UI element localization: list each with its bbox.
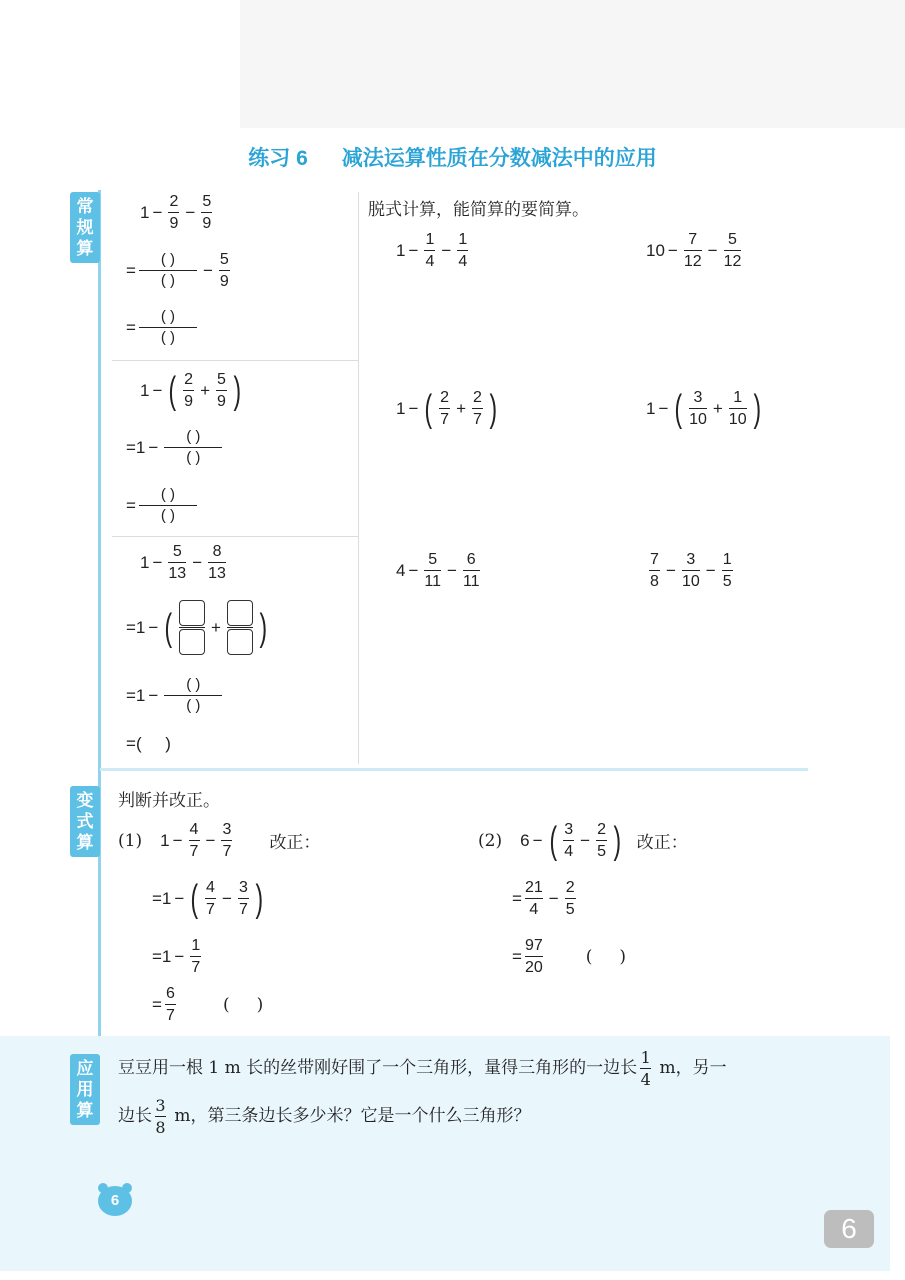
- right-paren: ): [233, 369, 242, 412]
- tab-char: 用: [76, 1080, 94, 1099]
- top-shade: [240, 0, 905, 128]
- minus: −: [205, 830, 216, 850]
- fraction-bar: [724, 250, 742, 251]
- q2-fix-label: 改正：: [636, 833, 688, 854]
- fraction-bar: [183, 390, 194, 391]
- tab-char: 算: [76, 833, 94, 852]
- right-paren: ): [753, 387, 761, 430]
- q1-step2: [152, 936, 204, 977]
- cell2-line3: [126, 486, 200, 525]
- tab-char: 算: [76, 239, 94, 258]
- fraction: [457, 230, 468, 271]
- denominator: 9: [184, 393, 194, 411]
- fraction-bar: [689, 408, 707, 409]
- equals-one: =1: [152, 888, 172, 908]
- fraction-bar: [472, 408, 483, 409]
- minus: −: [408, 398, 419, 418]
- minus: −: [408, 240, 419, 260]
- numerator: 3: [564, 821, 574, 838]
- tab-char: 式: [76, 812, 94, 831]
- blank-numerator: ( ): [160, 251, 176, 268]
- tab-char: 算: [76, 1101, 94, 1120]
- denominator: 4: [529, 901, 539, 919]
- numerator: 1: [425, 231, 435, 248]
- page-number-badge: 6: [824, 1210, 874, 1248]
- numerator: 2: [597, 821, 607, 838]
- fraction: [565, 878, 576, 919]
- denominator: 4: [458, 253, 468, 271]
- cell2-line1: [140, 370, 245, 411]
- number: 4: [396, 560, 406, 580]
- fraction: [155, 1096, 166, 1137]
- problem-text: 边长: [118, 1106, 152, 1126]
- denominator: 12: [723, 253, 742, 271]
- numerator: 4: [206, 879, 215, 896]
- minus: −: [548, 888, 559, 908]
- fraction-bar: [155, 1116, 166, 1117]
- problem-5: [396, 550, 483, 591]
- fraction-bar: [682, 570, 700, 571]
- fraction-bar: [179, 627, 205, 628]
- equals: =: [126, 495, 136, 515]
- fraction: [439, 388, 450, 429]
- fraction-bar: [208, 562, 226, 563]
- fraction-bar: [596, 840, 607, 841]
- problem-text: m，另一: [654, 1058, 727, 1078]
- calc-instruction: 脱式计算，能简算的要简算。: [368, 200, 589, 219]
- numerator: 5: [172, 543, 182, 560]
- fraction: [189, 820, 200, 861]
- denominator: 9: [219, 273, 229, 291]
- fraction: [183, 370, 194, 411]
- exercise-topic: 减法运算性质在分数减法中的应用: [341, 147, 657, 170]
- fraction: [722, 550, 733, 591]
- numerator: 2: [473, 389, 482, 406]
- denominator: 7: [440, 411, 450, 429]
- fraction-bar: [201, 212, 212, 213]
- minus: −: [666, 560, 676, 580]
- cell1-line2: [126, 250, 233, 291]
- denominator: 9: [169, 215, 179, 233]
- tab-char: 应: [76, 1059, 94, 1078]
- section-spine: [98, 190, 101, 1180]
- fraction-bar: [563, 840, 574, 841]
- blank-denominator: ( ): [186, 697, 201, 715]
- numerator: 3: [155, 1095, 166, 1115]
- denominator: 9: [217, 393, 226, 411]
- minus: −: [148, 437, 159, 457]
- fraction-bar: [722, 570, 733, 571]
- q1-problem: [118, 820, 320, 861]
- number: 1: [396, 398, 406, 418]
- blank-numerator: ( ): [186, 676, 201, 693]
- right-paren: ): [255, 877, 264, 920]
- fraction-bar: [139, 505, 197, 506]
- left-paren: (: [164, 606, 173, 649]
- judge-instruction: 判断并改正。: [118, 791, 220, 810]
- cell3-line2: [126, 600, 271, 655]
- fraction: [689, 388, 707, 429]
- tab-apply: [70, 1054, 100, 1125]
- q1-fix-label: 改正：: [269, 833, 321, 854]
- right-paren: ): [613, 819, 622, 862]
- equals: =: [512, 888, 522, 908]
- fraction: [649, 550, 660, 591]
- numerator: 1: [191, 937, 201, 954]
- denominator: 7: [189, 843, 199, 861]
- numerator: 3: [693, 389, 703, 406]
- fraction-bar: [139, 327, 197, 328]
- left-paren: (: [190, 877, 199, 920]
- q2-judge-blank[interactable]: ( ): [585, 946, 627, 967]
- denominator: 5: [722, 573, 732, 591]
- q1-label: (1): [118, 830, 143, 851]
- fraction-bar: [684, 250, 702, 251]
- numerator: 97: [524, 937, 543, 954]
- numerator: 3: [222, 821, 232, 838]
- number: 1: [160, 830, 170, 850]
- fraction-bar: [649, 570, 660, 571]
- equals-one: =1: [126, 437, 146, 457]
- plus: +: [210, 617, 221, 637]
- plus: +: [200, 380, 210, 400]
- fraction-bar: [439, 408, 450, 409]
- cell3-line3: [126, 676, 225, 715]
- tab-regular: [70, 192, 100, 263]
- left-paren: (: [424, 387, 433, 430]
- blank-fraction[interactable]: [164, 428, 222, 467]
- fraction-bar: [164, 447, 222, 448]
- denominator: 10: [681, 573, 700, 591]
- box-fraction[interactable]: [179, 600, 205, 655]
- denominator: 10: [728, 411, 747, 429]
- numerator: 6: [165, 985, 175, 1002]
- word-problem-line2: [118, 1092, 818, 1140]
- fraction-bar: [168, 212, 179, 213]
- denominator: 7: [238, 901, 248, 919]
- q2-problem: [478, 820, 688, 861]
- column-divider: [358, 192, 359, 764]
- fraction: [168, 192, 179, 233]
- blank-denominator: ( ): [186, 449, 201, 467]
- fraction: [684, 230, 702, 271]
- fraction: [201, 192, 212, 233]
- problem-text: 豆豆用一根 1 m 长的丝带刚好围了一个三角形，量得三角形的一边长: [118, 1058, 638, 1078]
- denominator-box[interactable]: [227, 629, 253, 655]
- denominator: 7: [206, 901, 215, 919]
- minus: −: [152, 552, 163, 572]
- equals-one: =1: [126, 685, 146, 705]
- numerator: 8: [212, 543, 222, 560]
- numerator: 1: [733, 389, 743, 406]
- fraction-bar: [190, 956, 201, 957]
- fraction: [729, 388, 747, 429]
- right-paren: ): [489, 387, 498, 430]
- blank-denominator: ( ): [160, 507, 176, 525]
- fraction: [221, 820, 232, 861]
- numerator-box[interactable]: [227, 600, 253, 626]
- fraction: [238, 878, 249, 919]
- fraction-bar: [424, 250, 435, 251]
- fraction: [596, 820, 607, 861]
- fraction: [463, 550, 480, 591]
- minus: −: [441, 240, 452, 260]
- denominator: 12: [683, 253, 702, 271]
- blank-denominator: ( ): [160, 329, 176, 347]
- denominator: 7: [473, 411, 482, 429]
- section-divider: [100, 768, 808, 771]
- equals: =: [126, 260, 136, 280]
- minus: −: [192, 552, 203, 572]
- minus: −: [658, 398, 669, 418]
- answer-blank[interactable]: ( ): [135, 734, 171, 753]
- fraction-bar: [565, 898, 576, 899]
- numerator: 7: [688, 231, 698, 248]
- exercise-number: 练习 6: [248, 147, 308, 170]
- minus: −: [152, 202, 163, 222]
- problem-1: [396, 230, 471, 271]
- fraction: [563, 820, 574, 861]
- number: 1: [140, 552, 150, 572]
- q2-step2: [512, 936, 626, 977]
- plus: +: [456, 398, 466, 418]
- denominator: 11: [424, 573, 442, 591]
- fraction: [208, 542, 226, 583]
- minus: −: [148, 685, 159, 705]
- denominator: 5: [565, 901, 575, 919]
- fraction: [168, 542, 186, 583]
- numerator: 2: [440, 389, 450, 406]
- equals: =: [126, 734, 136, 753]
- fraction-bar: [139, 270, 197, 271]
- numerator: 1: [640, 1047, 651, 1067]
- q1-step3: [152, 984, 263, 1025]
- problem-6: [646, 550, 736, 591]
- problem-4: [646, 388, 764, 429]
- fraction: [640, 1048, 651, 1089]
- equals: =: [512, 946, 522, 966]
- denominator: 13: [208, 565, 226, 583]
- left-paren: (: [674, 387, 683, 430]
- fraction-bar: [165, 1004, 176, 1005]
- denominator: 20: [524, 959, 543, 977]
- fraction-bar: [216, 390, 227, 391]
- denominator: 10: [689, 411, 707, 429]
- fraction: [724, 230, 742, 271]
- fraction-bar: [525, 956, 543, 957]
- numerator: 5: [202, 193, 212, 210]
- tab-char: 常: [76, 197, 94, 216]
- numerator: 2: [565, 879, 575, 896]
- fraction: [472, 388, 483, 429]
- minus: −: [148, 617, 159, 637]
- minus: −: [221, 888, 232, 908]
- denominator: 7: [222, 843, 232, 861]
- numerator: 4: [189, 821, 199, 838]
- q1-step1: [152, 878, 267, 919]
- fraction: [424, 550, 441, 591]
- equals-one: =1: [152, 946, 172, 966]
- numerator: 6: [466, 551, 476, 568]
- fraction-bar: [164, 695, 222, 696]
- numerator: 7: [650, 551, 659, 568]
- denominator: 8: [650, 573, 659, 591]
- denominator: 8: [155, 1118, 166, 1138]
- tab-char: 规: [76, 218, 94, 237]
- blank-numerator: ( ): [160, 308, 176, 325]
- fraction: [190, 936, 201, 977]
- numerator-box[interactable]: [179, 600, 205, 626]
- fraction: [525, 878, 543, 919]
- fraction-bar: [729, 408, 747, 409]
- number: 6: [520, 830, 530, 850]
- denominator: 7: [165, 1007, 175, 1025]
- minus: −: [580, 830, 591, 850]
- minus: −: [447, 560, 457, 580]
- q1-judge-blank[interactable]: ( ): [222, 994, 264, 1015]
- numerator: 1: [458, 231, 468, 248]
- minus: −: [202, 260, 213, 280]
- numerator: 3: [238, 879, 248, 896]
- minus: −: [705, 560, 716, 580]
- equals: =: [126, 317, 136, 337]
- denominator: 4: [564, 843, 574, 861]
- numerator: 2: [184, 371, 194, 388]
- number: 10: [646, 240, 665, 260]
- fraction-bar: [168, 562, 186, 563]
- denominator: 4: [640, 1070, 651, 1090]
- fraction-bar: [189, 840, 200, 841]
- page-number-circle: 6: [98, 1186, 132, 1216]
- minus: −: [408, 560, 419, 580]
- cell-divider: [112, 360, 358, 361]
- left-paren: (: [549, 819, 557, 862]
- numerator: 21: [524, 879, 543, 896]
- number: 1: [140, 380, 150, 400]
- minus: −: [152, 380, 163, 400]
- fraction: [216, 370, 227, 411]
- tab-char: 变: [76, 791, 94, 810]
- fraction-bar: [463, 570, 480, 571]
- blank-numerator: ( ): [160, 486, 176, 503]
- minus: −: [667, 240, 678, 260]
- fraction-bar: [640, 1068, 651, 1069]
- fraction: [525, 936, 543, 977]
- number: 1: [396, 240, 406, 260]
- blank-denominator: ( ): [160, 272, 176, 290]
- blank-numerator: ( ): [186, 428, 201, 445]
- right-paren: ): [259, 606, 268, 649]
- numerator: 5: [428, 551, 438, 568]
- cell1-line1: [140, 192, 215, 233]
- denominator: 11: [462, 573, 480, 591]
- denominator: 7: [191, 959, 201, 977]
- fraction-bar: [424, 570, 441, 571]
- cell2-line2: [126, 428, 225, 467]
- word-problem: [118, 1044, 818, 1140]
- fraction-bar: [525, 898, 543, 899]
- plus: +: [712, 398, 723, 418]
- word-problem-line1: [118, 1044, 818, 1092]
- fraction: [682, 550, 700, 591]
- minus: −: [174, 888, 185, 908]
- blank-fraction[interactable]: [139, 251, 197, 290]
- fraction: [219, 250, 230, 291]
- box-fraction[interactable]: [227, 600, 253, 655]
- blank-fraction[interactable]: [164, 676, 222, 715]
- page-title: [0, 142, 905, 172]
- fraction-bar: [238, 898, 249, 899]
- numerator: 1: [722, 551, 732, 568]
- minus: −: [172, 830, 183, 850]
- denominator: 5: [597, 843, 607, 861]
- denominator-box[interactable]: [179, 629, 205, 655]
- cell3-line4: [126, 734, 171, 754]
- problem-text: m，第三条边长多少米？它是一个什么三角形？: [169, 1106, 531, 1126]
- equals: =: [152, 994, 162, 1014]
- blank-fraction[interactable]: [139, 486, 197, 525]
- fraction: [424, 230, 435, 271]
- fraction-bar: [227, 627, 253, 628]
- cell3-line1: [140, 542, 229, 583]
- fraction: [165, 984, 176, 1025]
- fraction-bar: [221, 840, 232, 841]
- numerator: 5: [728, 231, 737, 248]
- cell-divider: [112, 536, 358, 537]
- fraction: [205, 878, 216, 919]
- denominator: 4: [425, 253, 435, 271]
- fraction-bar: [457, 250, 468, 251]
- minus: −: [707, 240, 718, 260]
- problem-2: [646, 230, 744, 271]
- numerator: 3: [686, 551, 696, 568]
- numerator: 5: [219, 251, 229, 268]
- fraction-bar: [205, 898, 216, 899]
- numerator: 5: [217, 371, 226, 388]
- denominator: 13: [168, 565, 187, 583]
- tab-variant: [70, 786, 100, 857]
- fraction-bar: [219, 270, 230, 271]
- blank-fraction[interactable]: [139, 308, 197, 347]
- minus: −: [532, 830, 543, 850]
- problem-3: [396, 388, 501, 429]
- q2-label: (2): [478, 830, 503, 851]
- cell1-line3: [126, 308, 200, 347]
- left-paren: (: [168, 369, 177, 412]
- equals-one: =1: [126, 617, 146, 637]
- numerator: 2: [169, 193, 179, 210]
- denominator: 9: [202, 215, 212, 233]
- number: 1: [646, 398, 656, 418]
- number: 1: [140, 202, 150, 222]
- q2-step1: [512, 878, 579, 919]
- minus: −: [174, 946, 185, 966]
- minus: −: [185, 202, 196, 222]
